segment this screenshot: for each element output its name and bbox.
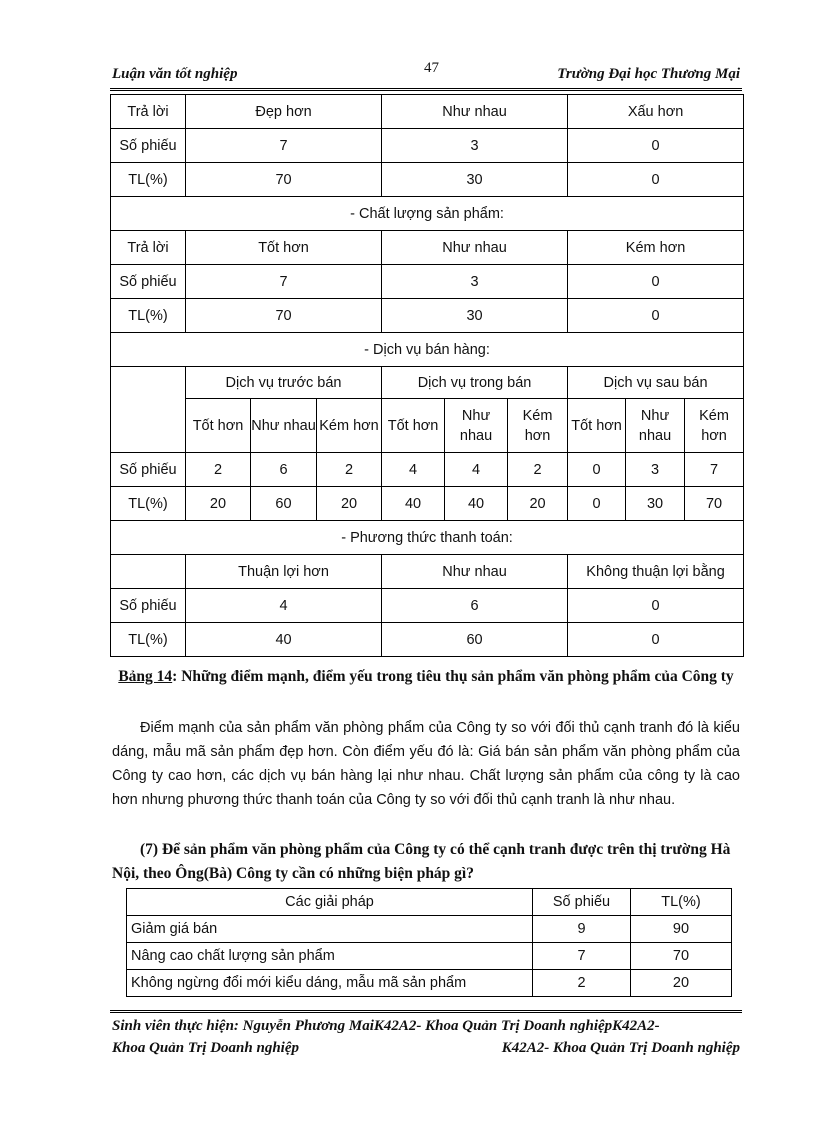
table-row <box>111 589 744 623</box>
group-header: Dịch vụ sau bán <box>568 367 744 399</box>
question-heading: (7) Để sản phẩm văn phòng phẩm của Công ty có thể cạnh tranh được trên thị trường Hà Nội, theo Ông(Bà) Công ty cần có những biện pháp gì? <box>112 841 731 882</box>
cell: 0 <box>568 453 626 487</box>
table-header-row <box>127 889 732 916</box>
cell: Như nhau <box>382 231 568 265</box>
cell: 0 <box>568 129 744 163</box>
table-row <box>111 95 744 129</box>
cell: 40 <box>445 487 508 521</box>
cell: 4 <box>382 453 445 487</box>
cell: Không thuận lợi bằng <box>568 555 744 589</box>
cell: Tốt hơn <box>186 231 382 265</box>
cell: Như nhau <box>382 555 568 589</box>
row-label: Số phiếu <box>111 453 186 487</box>
cell: Thuận lợi hơn <box>186 555 382 589</box>
row-label: Trả lời <box>111 231 186 265</box>
cell: Kém hơn <box>568 231 744 265</box>
row-label: Trả lời <box>111 95 186 129</box>
table-row <box>111 399 744 453</box>
solution-name: Không ngừng đổi mới kiểu dáng, mẫu mã sản phẩm <box>127 970 533 997</box>
table-row <box>111 265 744 299</box>
header-title-right: Trường Đại học Thương Mại <box>557 66 740 82</box>
cell: 40 <box>186 623 382 657</box>
table-row <box>111 129 744 163</box>
sub-header: Như nhau <box>626 399 685 453</box>
cell: 30 <box>382 163 568 197</box>
cell: 20 <box>186 487 251 521</box>
solution-name: Nâng cao chất lượng sản phẩm <box>127 943 533 970</box>
header-title-left: Luận văn tốt nghiệp <box>112 66 238 82</box>
cell: 2 <box>317 453 382 487</box>
group-header: Dịch vụ trước bán <box>186 367 382 399</box>
table-row <box>111 487 744 521</box>
comparison-table <box>110 94 744 657</box>
cell: 20 <box>631 970 732 997</box>
table-row <box>127 943 732 970</box>
section-row <box>111 333 744 367</box>
cell: Đẹp hơn <box>186 95 382 129</box>
row-label: TL(%) <box>111 487 186 521</box>
column-header: Các giải pháp <box>127 889 533 916</box>
solutions-table <box>126 888 732 997</box>
empty-cell <box>111 367 186 453</box>
cell: 2 <box>533 970 631 997</box>
table-row <box>111 367 744 399</box>
page-number: 47 <box>424 60 439 76</box>
sub-header: Kém hơn <box>508 399 568 453</box>
section-row <box>111 521 744 555</box>
footer-line-1: Sinh viên thực hiện: Nguyễn Phương MaiK42A2- Khoa Quản Trị Doanh nghiệpK42A2- <box>112 1018 660 1034</box>
solution-name: Giảm giá bán <box>127 916 533 943</box>
cell: 7 <box>685 453 744 487</box>
cell: 0 <box>568 589 744 623</box>
caption-label: Bảng 14 <box>118 668 173 685</box>
cell: 60 <box>382 623 568 657</box>
table-caption <box>112 666 740 687</box>
cell: 20 <box>317 487 382 521</box>
table-row <box>127 916 732 943</box>
cell: 4 <box>186 589 382 623</box>
cell: 30 <box>626 487 685 521</box>
footer-rule <box>110 1010 742 1013</box>
header-rule <box>110 88 742 91</box>
cell: 70 <box>685 487 744 521</box>
sub-header: Kém hơn <box>317 399 382 453</box>
sub-header: Tốt hơn <box>382 399 445 453</box>
body-paragraph: Điểm mạnh của sản phẩm văn phòng phẩm của Công ty so với đối thủ cạnh tranh đó là kiểu dáng, mẫu mã sản phẩm đẹp hơn. Còn điểm yếu đó là: Giá bán sản phẩm văn phòng phẩm của Công ty cao hơn, các dịch vụ bán hàng lại như nhau. Chất lượng sản phẩm của công ty là cao hơn nhưng phương thức thanh toán của Công ty so với đối thủ cạnh tranh là như nhau. <box>112 720 740 808</box>
footer-line-2-right: K42A2- Khoa Quản Trị Doanh nghiệp <box>501 1040 740 1056</box>
row-label: TL(%) <box>111 623 186 657</box>
cell: 3 <box>382 129 568 163</box>
cell: 0 <box>568 163 744 197</box>
table-row <box>111 163 744 197</box>
cell: 2 <box>508 453 568 487</box>
cell: 70 <box>186 299 382 333</box>
cell: 30 <box>382 299 568 333</box>
row-label: TL(%) <box>111 163 186 197</box>
table-row <box>111 231 744 265</box>
cell: 0 <box>568 487 626 521</box>
column-header: Số phiếu <box>533 889 631 916</box>
footer-line-2-left: Khoa Quản Trị Doanh nghiệp <box>112 1040 300 1056</box>
row-label: TL(%) <box>111 299 186 333</box>
sub-header: Như nhau <box>445 399 508 453</box>
cell: 6 <box>251 453 317 487</box>
cell: 4 <box>445 453 508 487</box>
column-header: TL(%) <box>631 889 732 916</box>
cell: 7 <box>186 129 382 163</box>
sub-header: Tốt hơn <box>186 399 251 453</box>
section-row <box>111 197 744 231</box>
cell: 3 <box>382 265 568 299</box>
cell: 3 <box>626 453 685 487</box>
cell: 7 <box>186 265 382 299</box>
cell: 90 <box>631 916 732 943</box>
cell: 70 <box>186 163 382 197</box>
section-title-quality: - Chất lượng sản phẩm: <box>111 197 744 231</box>
cell: 6 <box>382 589 568 623</box>
cell: 7 <box>533 943 631 970</box>
table-row <box>111 623 744 657</box>
sub-header: Kém hơn <box>685 399 744 453</box>
caption-text: : Những điểm mạnh, điểm yếu trong tiêu thụ sản phẩm văn phòng phẩm của Công ty <box>172 668 734 685</box>
table-row <box>111 453 744 487</box>
row-label: Số phiếu <box>111 265 186 299</box>
cell: 9 <box>533 916 631 943</box>
cell: 40 <box>382 487 445 521</box>
empty-cell <box>111 555 186 589</box>
cell: 0 <box>568 623 744 657</box>
cell: 2 <box>186 453 251 487</box>
section-title-service: - Dịch vụ bán hàng: <box>111 333 744 367</box>
sub-header: Tốt hơn <box>568 399 626 453</box>
cell: 70 <box>631 943 732 970</box>
sub-header: Như nhau <box>251 399 317 453</box>
cell: 0 <box>568 265 744 299</box>
section-title-payment: - Phương thức thanh toán: <box>111 521 744 555</box>
table-row <box>111 299 744 333</box>
cell: 60 <box>251 487 317 521</box>
cell: 0 <box>568 299 744 333</box>
row-label: Số phiếu <box>111 129 186 163</box>
cell: Như nhau <box>382 95 568 129</box>
cell: 20 <box>508 487 568 521</box>
cell: Xấu hơn <box>568 95 744 129</box>
group-header: Dịch vụ trong bán <box>382 367 568 399</box>
table-row <box>111 555 744 589</box>
row-label: Số phiếu <box>111 589 186 623</box>
table-row <box>127 970 732 997</box>
